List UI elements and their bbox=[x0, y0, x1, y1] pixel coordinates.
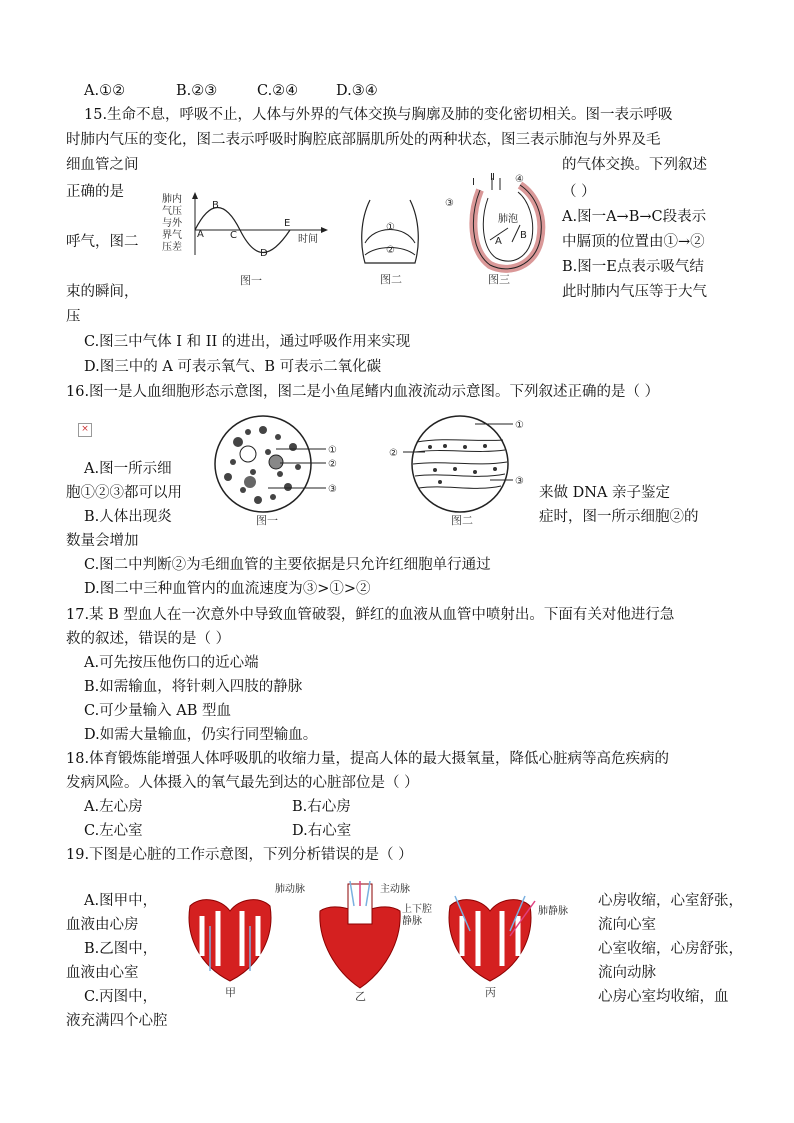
point-e: E bbox=[284, 218, 291, 229]
svg-text:肺内: 肺内 bbox=[162, 194, 182, 205]
q19-heart-diagrams bbox=[180, 876, 590, 1001]
q19-option-a-right: 心房收缩，心室舒张， bbox=[598, 893, 743, 909]
q16-option-d: D.图二中三种血管内的血流速度为③>①>② bbox=[84, 581, 371, 597]
q15-stem-line2: 时肺内气压的变化，图二表示呼吸时胸腔底部膈肌所处的两种状态，图三表示肺泡与外界及毛 bbox=[66, 132, 661, 148]
svg-text:压差: 压差 bbox=[162, 242, 182, 253]
q15-option-b-right2: 此时肺内气压等于大气 bbox=[562, 284, 707, 300]
q17-option-c: C.可少量输入 AB 型血 bbox=[84, 703, 232, 719]
q17-stem-line1: 17.某 B 型血人在一次意外中导致血管破裂，鲜红的血液从血管中喷射出。下面有关对他进行急 bbox=[66, 607, 675, 623]
q19-option-c-left2: 液充满四个心腔 bbox=[66, 1013, 168, 1029]
q15-option-b-right1: B.图一E点表示吸气结 bbox=[562, 259, 704, 275]
point-a: A bbox=[197, 229, 204, 240]
label-1: ① bbox=[386, 222, 395, 233]
q19-option-a-left: A.图甲中， bbox=[84, 893, 158, 909]
q15-stem-line4: 正确的是 bbox=[66, 184, 124, 200]
x-axis-label: 时间 bbox=[298, 234, 318, 245]
q15-option-a-left: 呼气，图二 bbox=[66, 234, 139, 250]
label-4: ④ bbox=[515, 174, 524, 185]
q16-figure2-fish-tail bbox=[385, 412, 535, 532]
caption: 图一 bbox=[240, 274, 262, 287]
q15-option-a-right2: 中膈顶的位置由①→② bbox=[562, 234, 705, 250]
heart-jia bbox=[189, 900, 271, 999]
heart-yi bbox=[320, 881, 400, 1001]
q15-option-a-right1: A.图一A→B→C段表示 bbox=[562, 209, 707, 225]
q14-option-c: C.②④ bbox=[257, 83, 299, 99]
q16-option-c: C.图二中判断②为毛细血管的主要依据是只允许红细胞单行通过 bbox=[84, 557, 491, 573]
q19-option-a-right2: 流向心室 bbox=[598, 917, 656, 933]
label-2: ② bbox=[389, 448, 398, 459]
label-II: Ⅱ bbox=[490, 172, 495, 183]
q18-stem-line2: 发病风险。人体摄入的氧气最先到达的心脏部位是（ ） bbox=[66, 775, 419, 791]
q18-option-b: B.右心房 bbox=[292, 799, 351, 815]
q16-option-a-left1: A.图一所示细 bbox=[84, 461, 172, 477]
caption-bing: 丙 bbox=[485, 986, 496, 999]
label-3: ③ bbox=[328, 484, 337, 495]
label-1: ① bbox=[328, 445, 337, 456]
label-2: ② bbox=[328, 459, 337, 470]
label-b: B bbox=[520, 230, 527, 241]
q16-option-b-end: 数量会增加 bbox=[66, 533, 139, 549]
q15-option-b-left: 束的瞬间， bbox=[66, 284, 139, 300]
center-label: 肺泡 bbox=[498, 214, 518, 225]
svg-text:气压: 气压 bbox=[162, 206, 182, 217]
svg-text:与外: 与外 bbox=[162, 218, 182, 229]
q18-stem-line1: 18.体育锻炼能增强人体呼吸肌的收缩力量，提高人体的最大摄氧量，降低心脏病等高危疾病的 bbox=[66, 751, 670, 767]
label-aorta: 主动脉 bbox=[380, 884, 410, 895]
q14-option-b: B.②③ bbox=[176, 83, 218, 99]
q15-answer-paren: （ ） bbox=[562, 184, 596, 200]
point-d: D bbox=[260, 248, 268, 259]
label-pulmonary-vein: 肺静脉 bbox=[538, 906, 568, 917]
q19-stem: 19.下图是心脏的工作示意图，下列分析错误的是（ ） bbox=[66, 847, 413, 863]
q19-option-b-right2: 流向动脉 bbox=[598, 965, 656, 981]
q15-option-c: C.图三中气体 I 和 II 的进出，通过呼吸作用来实现 bbox=[84, 334, 411, 350]
q19-option-c-left: C.丙图中， bbox=[84, 989, 158, 1005]
q16-option-a-left2: 胞①②③都可以用 bbox=[66, 485, 182, 501]
caption: 图二 bbox=[451, 514, 473, 527]
q15-fig1-ylabel bbox=[162, 192, 183, 253]
label-a: A bbox=[495, 236, 502, 247]
svg-text:界气: 界气 bbox=[162, 230, 182, 241]
q19-option-b-left: B.乙图中， bbox=[84, 941, 158, 957]
q16-option-b-left: B.人体出现炎 bbox=[84, 509, 172, 525]
q15-stem-line3-right: 的气体交换。下列叙述 bbox=[562, 157, 707, 173]
q17-option-d: D.如需大量输血，仍实行同型输血。 bbox=[84, 727, 318, 743]
q16-stem: 16.图一是人血细胞形态示意图，图二是小鱼尾鳍内血液流动示意图。下列叙述正确的是（ ） bbox=[66, 384, 660, 400]
q17-stem-line2: 救的叙述，错误的是（ ） bbox=[66, 631, 231, 647]
label-vena-cava-1: 上下腔 bbox=[402, 904, 432, 915]
q17-option-b: B.如需输血，将针刺入四肢的静脉 bbox=[84, 679, 303, 695]
q15-figure1-pressure-graph bbox=[160, 190, 330, 290]
q19-option-b-left2: 血液由心室 bbox=[66, 965, 139, 981]
q15-stem-line3-left: 细血管之间 bbox=[66, 157, 139, 173]
caption: 图二 bbox=[380, 273, 402, 286]
q18-option-d: D.右心室 bbox=[292, 823, 352, 839]
label-I: Ⅰ bbox=[472, 177, 475, 188]
q16-option-b-right: 症时，图一所示细胞②的 bbox=[539, 509, 699, 525]
label-1: ① bbox=[515, 420, 524, 431]
label-2: ② bbox=[386, 245, 395, 256]
q19-option-c-right: 心房心室均收缩，血 bbox=[598, 989, 729, 1005]
broken-image-icon: × bbox=[78, 423, 92, 437]
q17-option-a: A.可先按压他伤口的近心端 bbox=[84, 655, 259, 671]
q19-option-b-right: 心室收缩，心房舒张， bbox=[598, 941, 743, 957]
point-b: B bbox=[212, 200, 219, 211]
label-pulmonary-artery: 肺动脉 bbox=[275, 884, 305, 895]
q14-option-a: A.①② bbox=[84, 83, 126, 99]
q18-option-a: A.左心房 bbox=[84, 799, 143, 815]
caption-jia: 甲 bbox=[225, 986, 236, 999]
q16-option-a-right: 来做 DNA 亲子鉴定 bbox=[539, 485, 671, 501]
q16-figure1-blood-cells bbox=[208, 412, 358, 532]
q18-option-c: C.左心室 bbox=[84, 823, 143, 839]
heart-bing bbox=[449, 896, 535, 999]
q14-option-d: D.③④ bbox=[336, 83, 378, 99]
label-3: ③ bbox=[445, 198, 454, 209]
caption: 图一 bbox=[256, 514, 278, 527]
caption-yi: 乙 bbox=[355, 990, 366, 1001]
label-vena-cava-2: 静脉 bbox=[402, 916, 422, 927]
q15-option-b-end: 压 bbox=[66, 309, 81, 325]
q19-option-a-left2: 血液由心房 bbox=[66, 917, 139, 933]
q15-figure2-diaphragm bbox=[355, 195, 425, 290]
caption: 图三 bbox=[488, 273, 510, 286]
q15-option-d: D.图三中的 A 可表示氧气、B 可表示二氧化碳 bbox=[84, 359, 382, 375]
q15-stem-line1: 15.生命不息，呼吸不止，人体与外界的气体交换与胸廓及肺的变化密切相关。图一表示呼吸 bbox=[84, 107, 673, 123]
point-c: C bbox=[230, 230, 237, 241]
label-3: ③ bbox=[515, 476, 524, 487]
q15-figure3-alveolus bbox=[440, 170, 560, 290]
